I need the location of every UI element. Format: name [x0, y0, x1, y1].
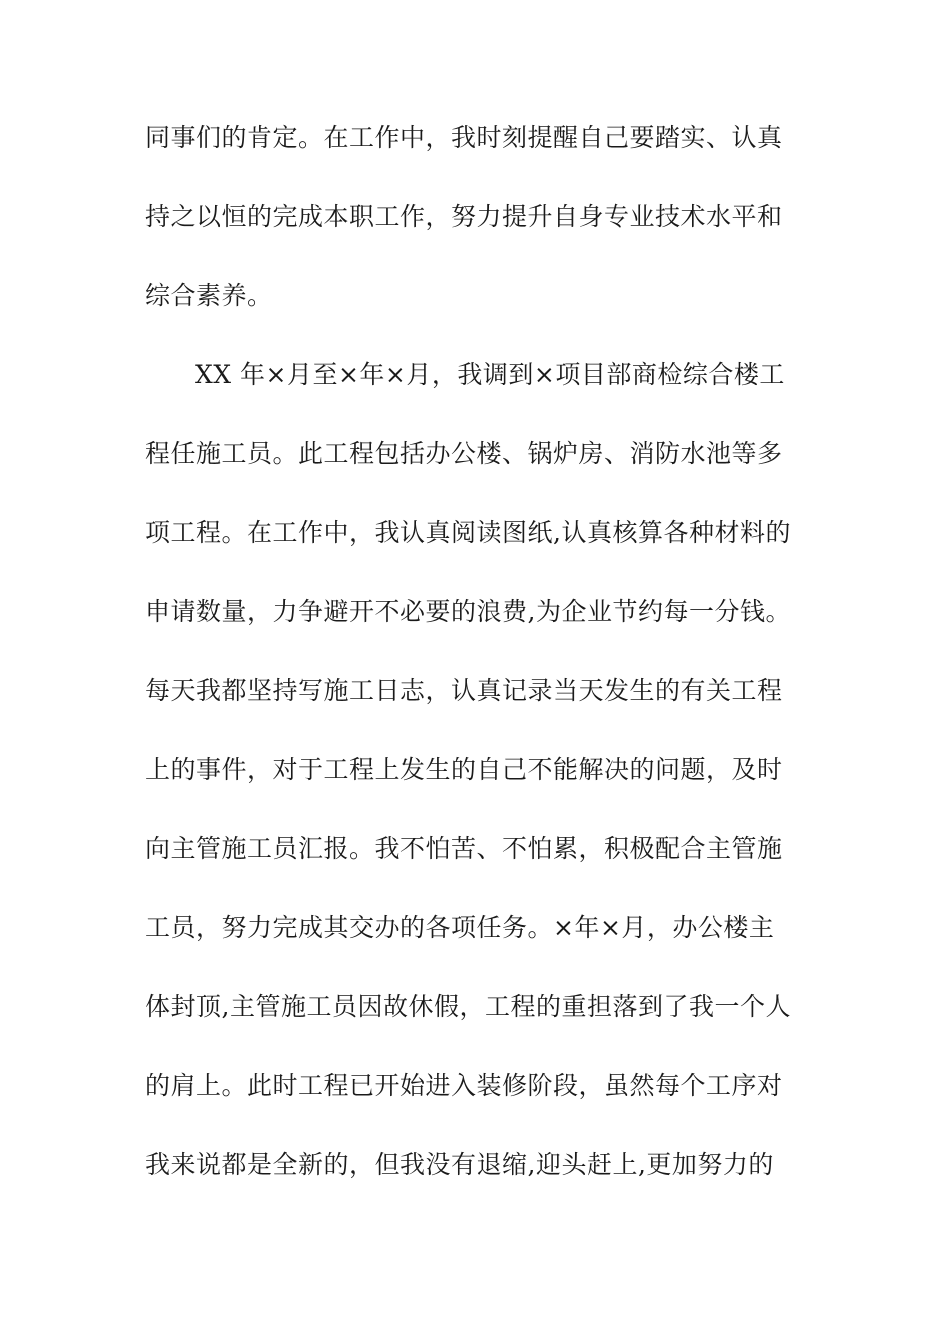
text-line: 体封顶,主管施工员因故休假，工程的重担落到了我一个人: [145, 992, 791, 1021]
text-line: 持之以恒的完成本职工作，努力提升自身专业技术水平和: [145, 202, 783, 231]
text-line: 程任施工员。此工程包括办公楼、锅炉房、消防水池等多: [145, 439, 783, 468]
text-line: 向主管施工员汇报。我不怕苦、不怕累，积极配合主管施: [145, 834, 783, 863]
text-line: XX 年×月至×年×月，我调到×项目部商检综合楼工: [195, 360, 785, 389]
text-line: 同事们的肯定。在工作中，我时刻提醒自己要踏实、认真: [145, 123, 783, 152]
text-line: 综合素养。: [145, 281, 273, 310]
text-line: 每天我都坚持写施工日志，认真记录当天发生的有关工程: [145, 676, 783, 705]
text-line: 工员，努力完成其交办的各项任务。×年×月，办公楼主: [145, 913, 775, 942]
text-line: 项工程。在工作中，我认真阅读图纸,认真核算各种材料的: [145, 518, 791, 547]
body-text: [145, 113, 825, 1219]
text-line: 的肩上。此时工程已开始进入装修阶段，虽然每个工序对: [145, 1071, 783, 1100]
text-line: 上的事件，对于工程上发生的自己不能解决的问题，及时: [145, 755, 783, 784]
text-line: 申请数量，力争避开不必要的浪费,为企业节约每一分钱。: [145, 597, 791, 626]
text-line: 我来说都是全新的，但我没有退缩,迎头赶上,更加努力的: [145, 1150, 774, 1179]
